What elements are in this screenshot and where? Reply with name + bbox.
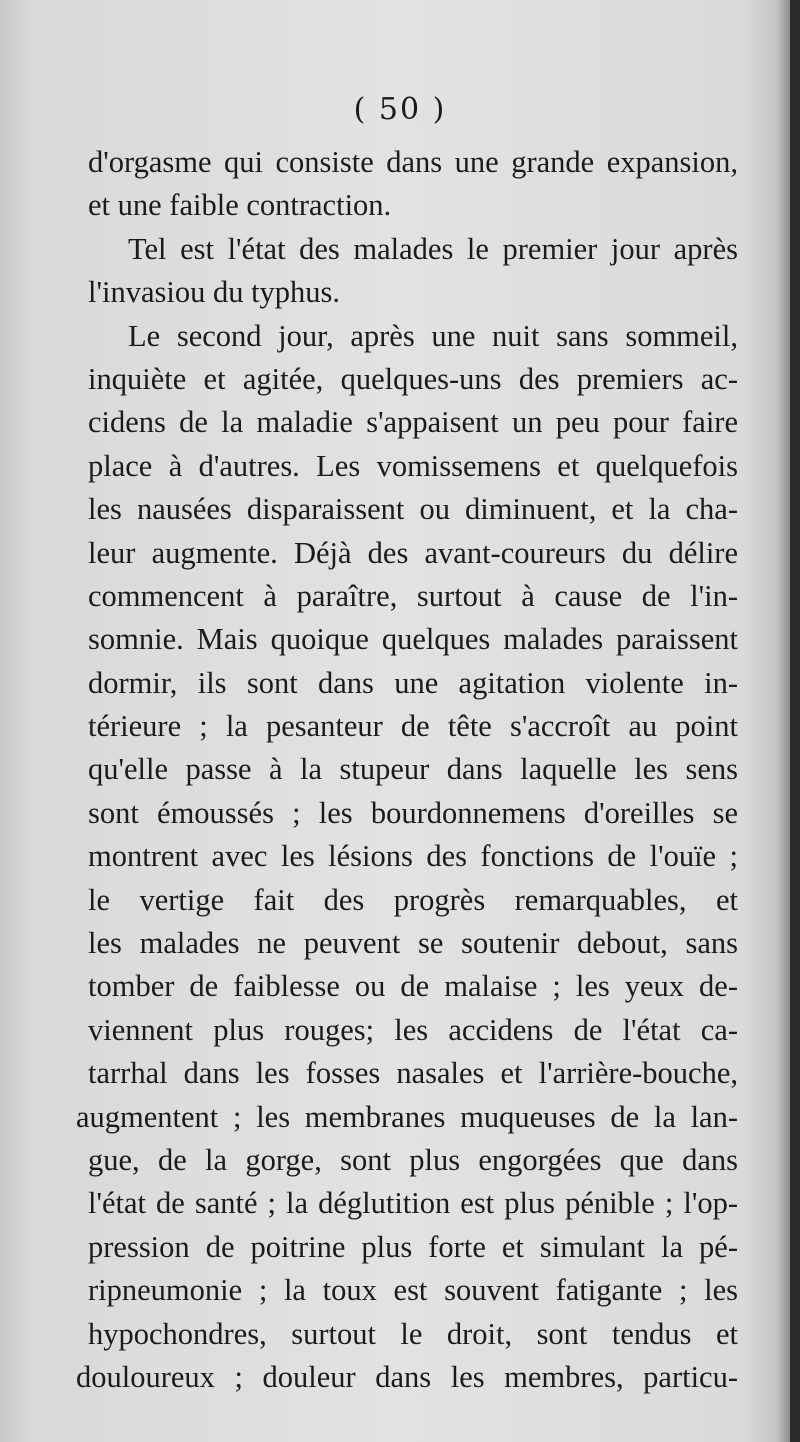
text-line: dormir, ils sont dans une agitation violente in- — [88, 665, 738, 700]
text-line: d'orgasme qui consiste dans une grande expansion, — [88, 145, 738, 179]
text-line: qu'elle passe à la stupeur dans laquelle les sens — [88, 752, 738, 787]
text-line: tarrhal dans les fosses nasales et l'arrière-bouche, — [88, 1056, 738, 1091]
text-line: viennent plus rouges; les accidens de l'état ca- — [88, 1012, 738, 1047]
text-line: l'état de santé ; la déglutition est plus pénible ; l'op- — [88, 1186, 738, 1221]
text-line: place à d'autres. Les vomissemens et quelquefois — [88, 448, 738, 483]
text-line: l'invasiou du typhus. — [88, 275, 341, 310]
text-line: les malades ne peuvent se soutenir debout, sans — [88, 926, 738, 961]
text-line: leur augmente. Déjà des avant-coureurs du délire — [88, 535, 738, 570]
text-line: gue, de la gorge, sont plus engorgées que dans — [88, 1142, 738, 1177]
text-line: commencent à paraître, surtout à cause de l'in- — [88, 578, 738, 613]
text-line: sont émoussés ; les bourdonnemens d'oreilles se — [88, 795, 738, 830]
text-line: Le second jour, après une nuit sans sommeil, — [128, 318, 738, 353]
text-line: Tel est l'état des malades le premier jour après — [128, 231, 738, 266]
text-line: tomber de faiblesse ou de malaise ; les yeux de- — [88, 969, 738, 1004]
text-line: montrent avec les lésions des fonctions de l'ouïe ; — [88, 839, 738, 874]
text-line: douloureux ; douleur dans les membres, particu- — [76, 1359, 738, 1394]
text-line: les nausées disparaissent ou diminuent, et la cha- — [88, 492, 738, 527]
text-line: ripneumonie ; la toux est souvent fatigante ; les — [88, 1273, 738, 1308]
text-line: inquiète et agitée, quelques-uns des premiers ac- — [88, 361, 738, 396]
page-number: ( 50 ) — [353, 92, 447, 127]
text-line: le vertige fait des progrès remarquables, et — [88, 882, 738, 917]
text-line: térieure ; la pesanteur de tête s'accroît au point — [88, 709, 738, 744]
text-line: augmentent ; les membranes muqueuses de la lan- — [76, 1099, 738, 1134]
text-line: et une faible contraction. — [88, 188, 392, 223]
text-line: hypochondres, surtout le droit, sont tendus et — [88, 1316, 738, 1351]
text-line: somnie. Mais quoique quelques malades paraissent — [88, 622, 738, 657]
text-line: cidens de la maladie s'appaisent un peu pour faire — [88, 405, 738, 440]
body-text — [76, 141, 738, 1399]
text-line: pression de poitrine plus forte et simulant la pé- — [88, 1229, 738, 1264]
